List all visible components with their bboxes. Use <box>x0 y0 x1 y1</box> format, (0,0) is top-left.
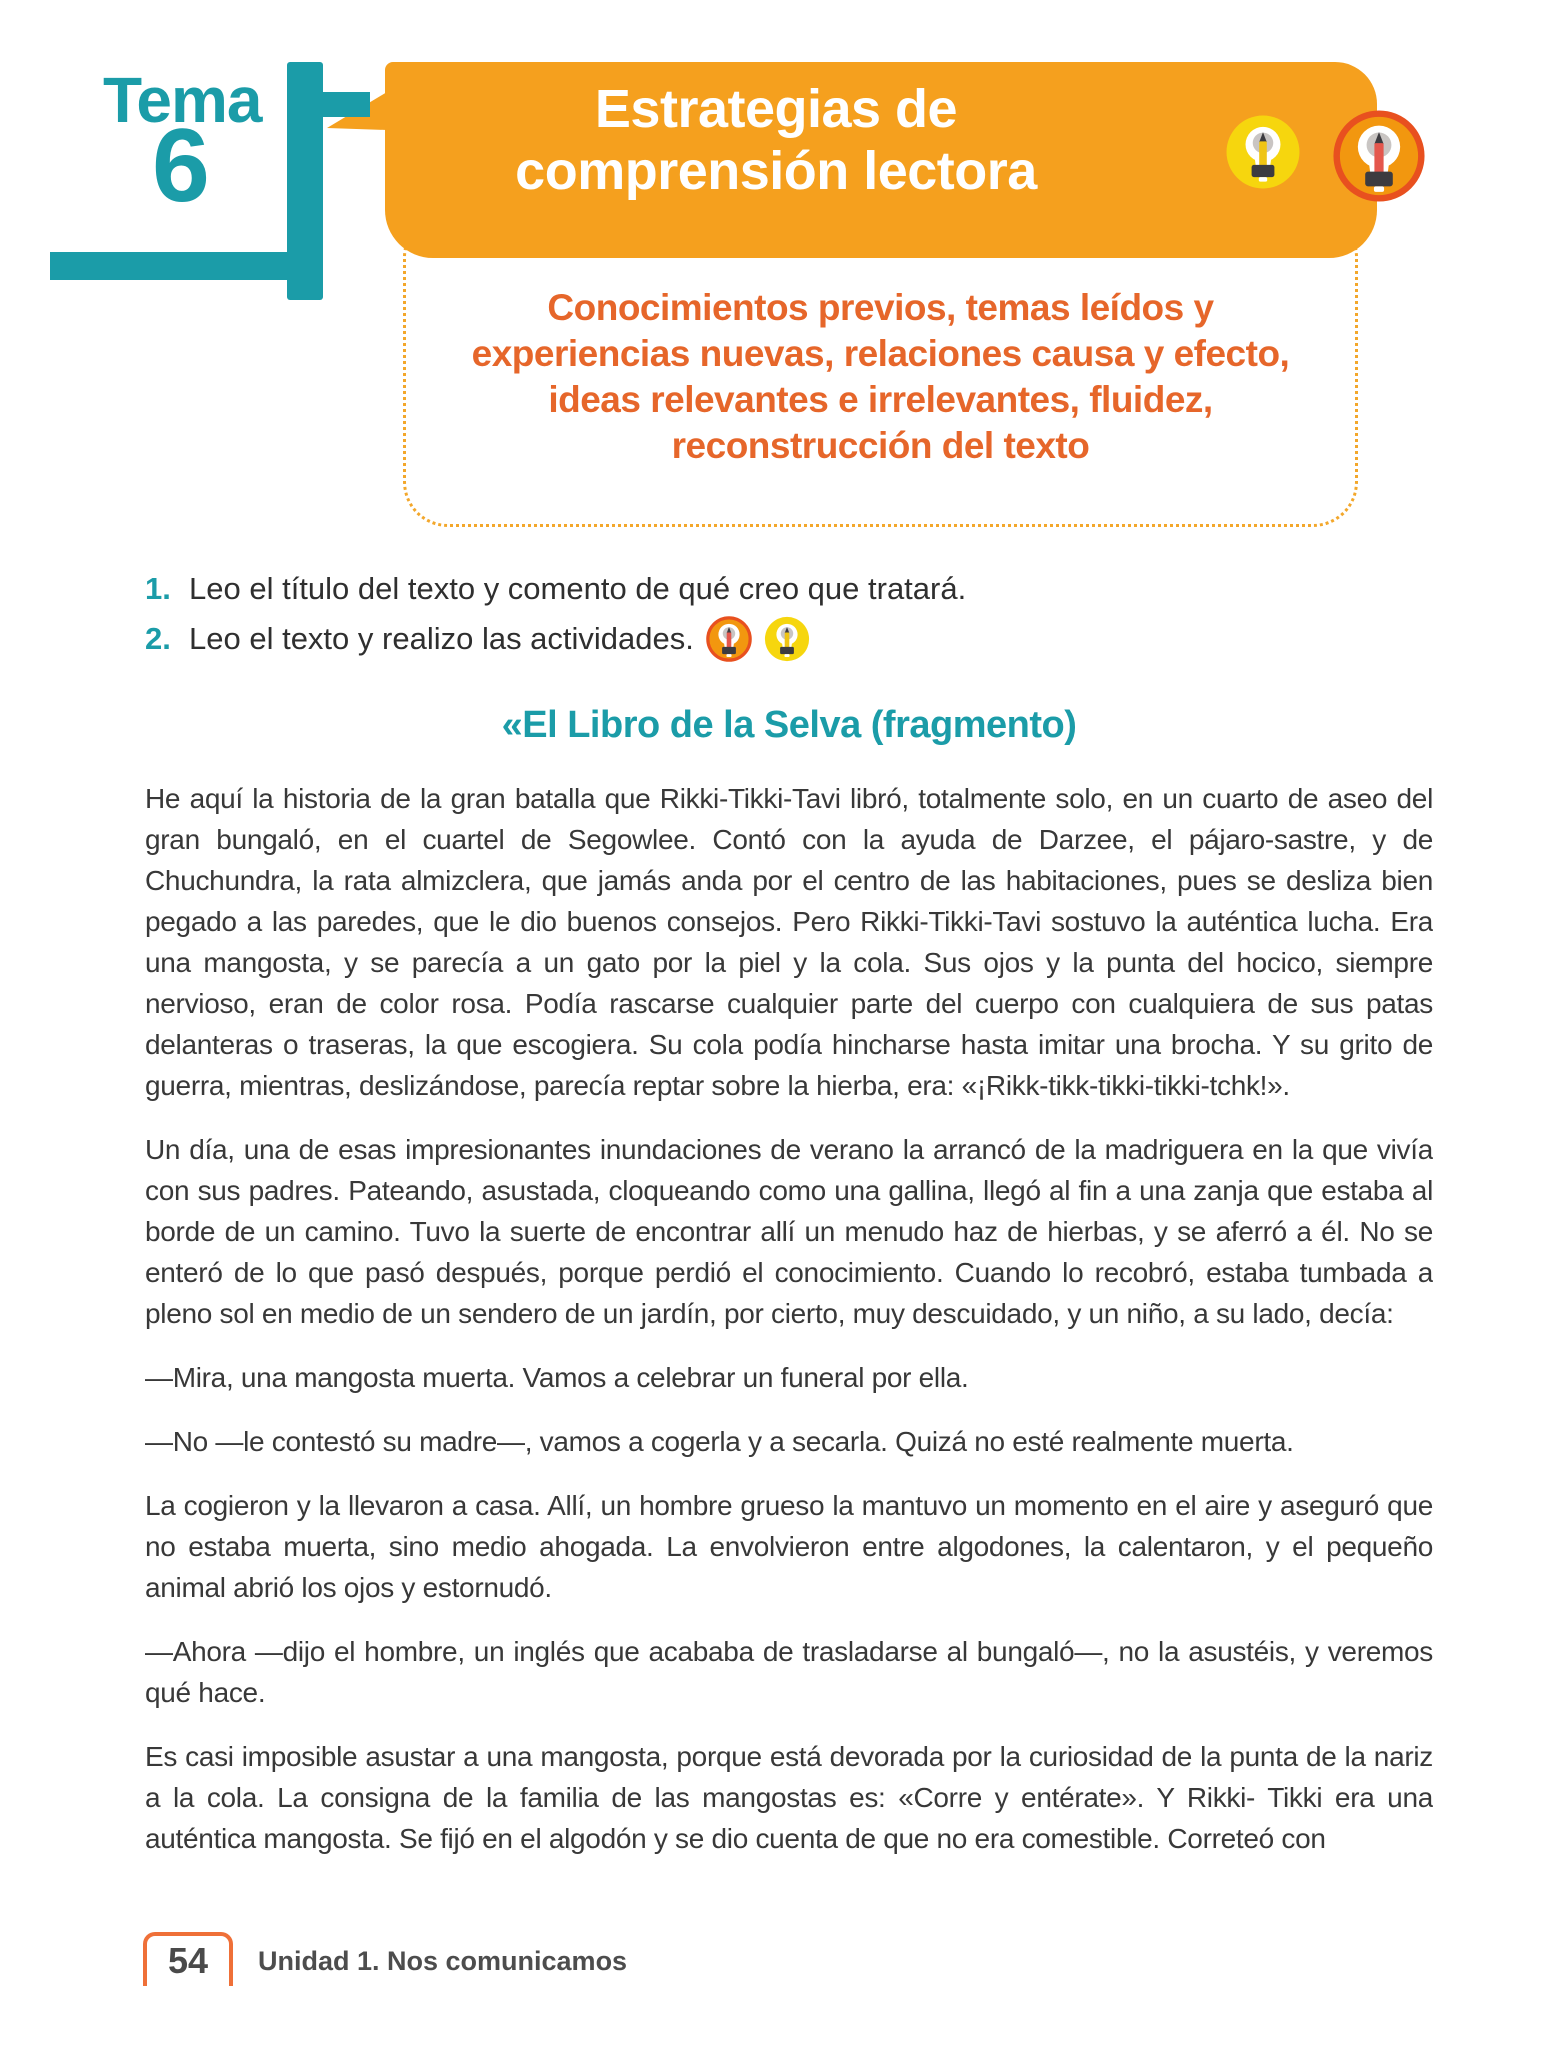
paragraph: Es casi imposible asustar a una mangosta, porque está devorada por la curiosidad de la punta de la nariz a la cola. La consigna de la familia de las mangostas es: «Corre y entérate». Y Rikki- Tikki era una auténtica mangosta. Se fijó en el algodón y se dio cuenta de que no era comestible. Correteó con <box>145 1741 1433 1854</box>
topics-text: Conocimientos previos, temas leídos y experiencias nuevas, relaciones causa y efecto, ideas relevantes e irrelevantes, fluidez, reconstrucción del texto <box>471 287 1290 466</box>
paragraph: La cogieron y la llevaron a casa. Allí, un hombre grueso la mantuvo un momento en el aire y aseguró que no estaba muerta, sino medio ahogada. La envolvieron entre algodones, la calentaron, y el pequeño animal abrió los ojos y estornudó. <box>145 1490 1433 1603</box>
paragraph: He aquí la historia de la gran batalla que Rikki-Tikki-Tavi libró, totalmente solo, en un cuarto de aseo del gran bungaló, en el cuartel de Segowlee. Contó con la ayuda de Darzee, el pájaro-sastre, y de Chuchundra, la rata almizclera, que jamás anda por el centro de las habitaciones, pues se desliza bien pegado a las paredes, que le dio buenos consejos. Pero Rikki-Tikki-Tavi sostuvo la auténtica lucha. Era una mangosta, y se parecía a un gato por la piel y la cola. Sus ojos y la punta del hocico, siempre nervioso, eran de color rosa. Podía rascarse cualquier parte del cuerpo con cualquiera de sus patas delanteras o traseras, la que escogiera. Su cola podía hincharse hasta imitar una brocha. Y su grito de guerra, mientras, deslizándose, parecía reptar sobre la hierba, era: «¡Rikk-tikk-tikki-tikki-tchk!». <box>145 783 1433 1101</box>
unit-label: Unidad 1. Nos comunicamos <box>258 1946 628 1976</box>
page-title-line1: Estrategias de <box>594 79 958 139</box>
instruction-item-2 <box>145 614 1445 664</box>
instructions-list <box>145 564 1445 664</box>
lightbulb-pencil-yellow-icon <box>1225 114 1301 190</box>
instruction-item-1 <box>145 564 1445 614</box>
page-title-line2: comprensión lectora <box>515 141 1037 201</box>
lightbulb-pencil-red-icon <box>1333 110 1425 202</box>
page-number: 54 <box>167 1940 209 1981</box>
instruction-number: 2. <box>145 621 171 656</box>
reading-title: «El Libro de la Selva (fragmento) <box>501 704 1077 746</box>
paragraph-dialogue: —No —le contestó su madre—, vamos a cogerla y a secarla. Quizá no esté realmente muerta. <box>145 1426 1294 1457</box>
instruction-text: Leo el texto y realizo las actividades. <box>189 621 694 656</box>
lightbulb-pencil-red-icon <box>706 616 752 662</box>
lightbulb-pencil-yellow-icon <box>764 616 810 662</box>
reading-text <box>145 778 1433 1928</box>
instruction-number: 1. <box>145 571 171 606</box>
tema-number: 6 <box>152 108 210 224</box>
instruction-text: Leo el título del texto y comento de qué creo que tratará. <box>189 571 967 606</box>
paragraph-dialogue: —Ahora —dijo el hombre, un inglés que acababa de trasladarse al bungaló—, no la asustéis, y veremos qué hace. <box>145 1636 1433 1708</box>
page-number-box <box>143 1932 233 1986</box>
paragraph: Un día, una de esas impresionantes inundaciones de verano la arrancó de la madriguera en la que vivía con sus padres. Pateando, asustada, cloqueando como una gallina, llegó al fin a una zanja que estaba al borde de un camino. Tuvo la suerte de encontrar allí un menudo haz de hierbas, y se aferró a él. No se enteró de lo que pasó después, porque perdió el conocimiento. Cuando lo recobró, estaba tumbada a pleno sol en medio de un sendero de un jardín, por cierto, muy descuidado, y un niño, a su lado, decía: <box>145 1134 1433 1329</box>
paragraph-dialogue: —Mira, una mangosta muerta. Vamos a celebrar un funeral por ella. <box>145 1362 969 1393</box>
tema-label: Tema <box>103 64 262 136</box>
topics-box <box>403 212 1358 527</box>
